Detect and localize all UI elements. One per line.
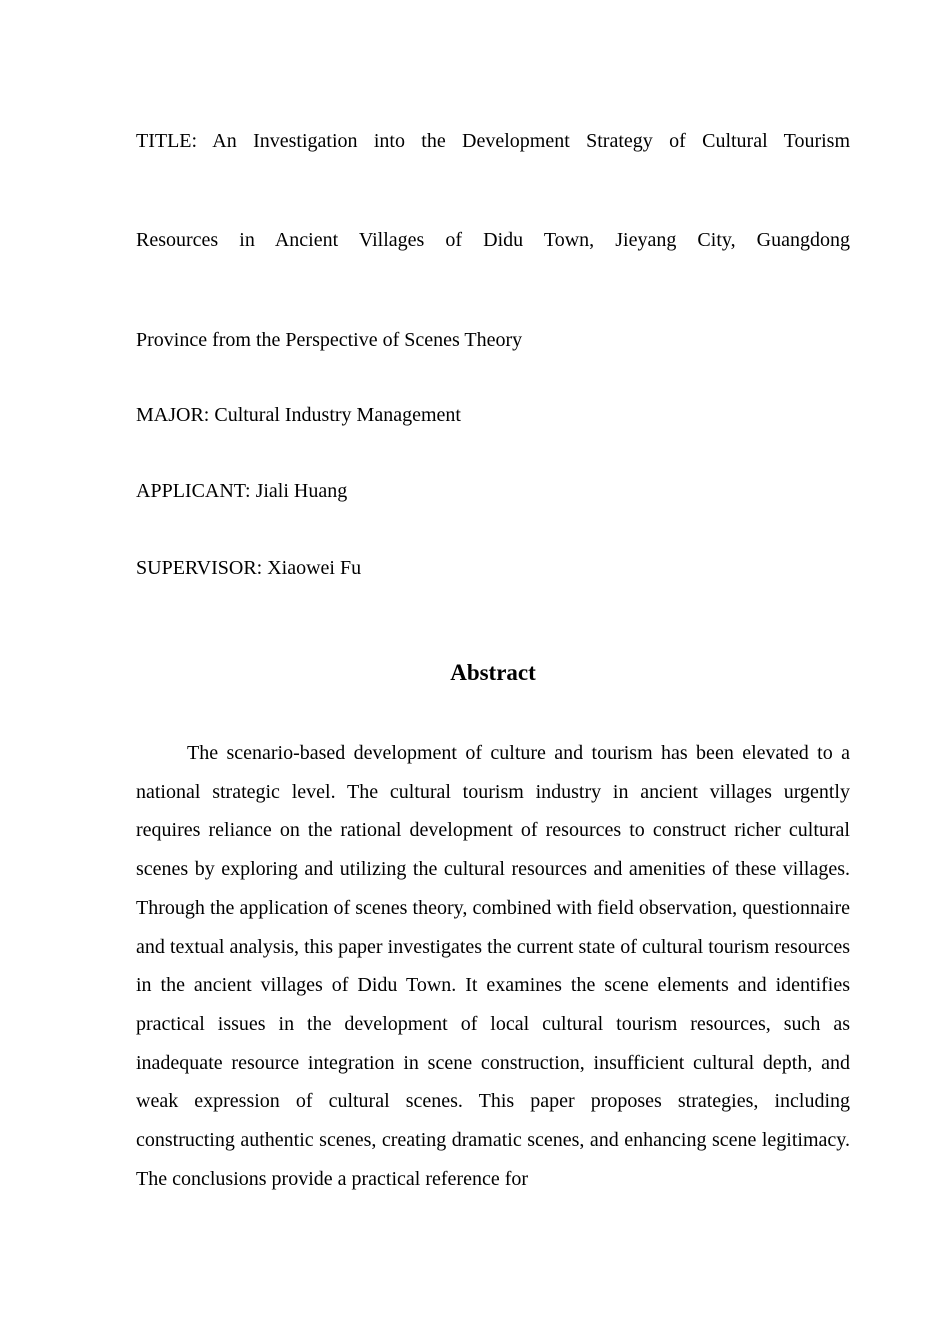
title-line-3: Province from the Perspective of Scenes Theory bbox=[136, 329, 523, 351]
abstract-heading: Abstract bbox=[450, 660, 536, 685]
title-line-1: TITLE: An Investigation into the Development Strategy of Cultural Tourism bbox=[136, 130, 850, 152]
abstract-body: The scenario-based development of culture and tourism has been elevated to a national strategic level. The cultural tourism industry in ancient villages urgently requires reliance on the rational development of resources to construct richer cultural scenes by exploring and utilizing the cultural resources and amenities of these villages. Through the application of scenes theory, combined with field observation, questionnaire and textual analysis, this paper investigates the current state of cultural tourism resources in the ancient villages of Didu Town. It examines the scene elements and identifies practical issues in the development of local cultural tourism resources, such as inadequate resource integration in scene construction, insufficient cultural depth, and weak expression of cultural scenes. This paper proposes strategies, including constructing authentic scenes, creating dramatic scenes, and enhancing scene legitimacy. The conclusions provide a practical reference for bbox=[136, 742, 850, 1190]
supervisor-field: SUPERVISOR: Xiaowei Fu bbox=[136, 557, 362, 579]
applicant-field: APPLICANT: Jiali Huang bbox=[136, 480, 348, 502]
title-line-2: Resources in Ancient Villages of Didu Town, Jieyang City, Guangdong bbox=[136, 229, 850, 251]
major-field: MAJOR: Cultural Industry Management bbox=[136, 404, 461, 426]
